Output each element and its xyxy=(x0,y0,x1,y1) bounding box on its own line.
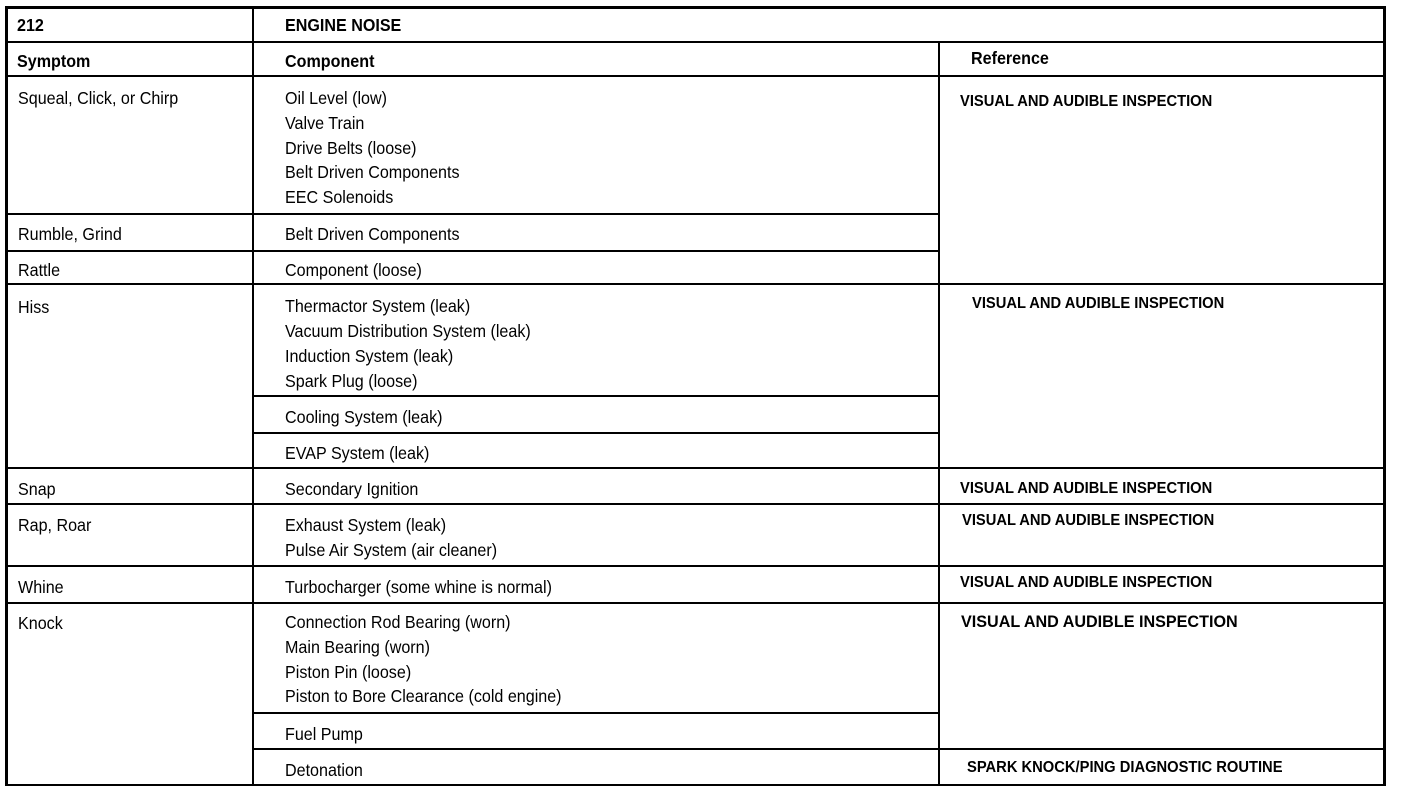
component-item: Valve Train xyxy=(285,113,365,133)
symptom-cell: Hiss xyxy=(18,297,50,317)
symptom-cell: Squeal, Click, or Chirp xyxy=(18,88,179,108)
component-item: Drive Belts (loose) xyxy=(285,138,417,158)
component-item: Detonation xyxy=(285,760,363,780)
component-item: EEC Solenoids xyxy=(285,187,394,207)
component-item: Belt Driven Components xyxy=(285,224,460,244)
component-item: Component (loose) xyxy=(285,260,422,280)
page-title: ENGINE NOISE xyxy=(285,15,402,35)
component-item: Piston to Bore Clearance (cold engine) xyxy=(285,686,562,706)
symptom-cell: Snap xyxy=(18,479,56,499)
table-border-bottom xyxy=(5,784,1386,786)
reference-cell: VISUAL AND AUDIBLE INSPECTION xyxy=(960,93,1213,110)
divider-component-reference xyxy=(938,41,940,786)
table-border-right xyxy=(1383,6,1386,786)
reference-cell: SPARK KNOCK/PING DIAGNOSTIC ROUTINE xyxy=(967,759,1283,776)
component-item: Vacuum Distribution System (leak) xyxy=(285,321,531,341)
row-line-cooling xyxy=(252,395,940,397)
component-item: Thermactor System (leak) xyxy=(285,296,471,316)
component-item: Piston Pin (loose) xyxy=(285,662,412,682)
reference-cell: VISUAL AND AUDIBLE INSPECTION xyxy=(960,480,1213,497)
row-line-rattle xyxy=(5,250,940,252)
row-line-whine xyxy=(5,565,1386,567)
symptom-cell: Knock xyxy=(18,613,63,633)
component-item: Spark Plug (loose) xyxy=(285,371,418,391)
column-header-reference: Reference xyxy=(971,48,1049,68)
column-header-symptom: Symptom xyxy=(17,51,91,71)
row-line-fuel-pump xyxy=(252,712,940,714)
row-line-header xyxy=(5,41,1386,43)
symptom-cell: Whine xyxy=(18,577,64,597)
section-number: 212 xyxy=(17,15,44,35)
symptom-cell: Rattle xyxy=(18,260,61,280)
component-item: Belt Driven Components xyxy=(285,162,460,182)
component-item: Cooling System (leak) xyxy=(285,407,443,427)
symptom-cell: Rap, Roar xyxy=(18,515,92,535)
symptom-cell: Rumble, Grind xyxy=(18,224,122,244)
component-item: Fuel Pump xyxy=(285,724,363,744)
component-item: Connection Rod Bearing (worn) xyxy=(285,612,511,632)
column-header-component: Component xyxy=(285,51,375,71)
component-item: Turbocharger (some whine is normal) xyxy=(285,577,552,597)
table-border-top xyxy=(5,6,1385,9)
component-item: Main Bearing (worn) xyxy=(285,637,430,657)
reference-cell: VISUAL AND AUDIBLE INSPECTION xyxy=(962,512,1215,529)
component-item: Secondary Ignition xyxy=(285,479,419,499)
reference-cell: VISUAL AND AUDIBLE INSPECTION xyxy=(961,612,1238,631)
row-line-snap xyxy=(5,467,1386,469)
component-item: EVAP System (leak) xyxy=(285,443,430,463)
row-line-rap xyxy=(5,503,1386,505)
row-line-detonation xyxy=(252,748,1386,750)
row-line-evap xyxy=(252,432,940,434)
reference-cell: VISUAL AND AUDIBLE INSPECTION xyxy=(972,295,1225,312)
row-line-rumble xyxy=(5,213,940,215)
table-border-left xyxy=(5,6,8,786)
component-item: Pulse Air System (air cleaner) xyxy=(285,540,498,560)
component-item: Exhaust System (leak) xyxy=(285,515,447,535)
component-item: Oil Level (low) xyxy=(285,88,388,108)
reference-cell: VISUAL AND AUDIBLE INSPECTION xyxy=(960,574,1213,591)
row-line-hiss xyxy=(5,283,1386,285)
row-line-columns xyxy=(5,75,1386,77)
row-line-knock xyxy=(5,602,1386,604)
component-item: Induction System (leak) xyxy=(285,346,454,366)
